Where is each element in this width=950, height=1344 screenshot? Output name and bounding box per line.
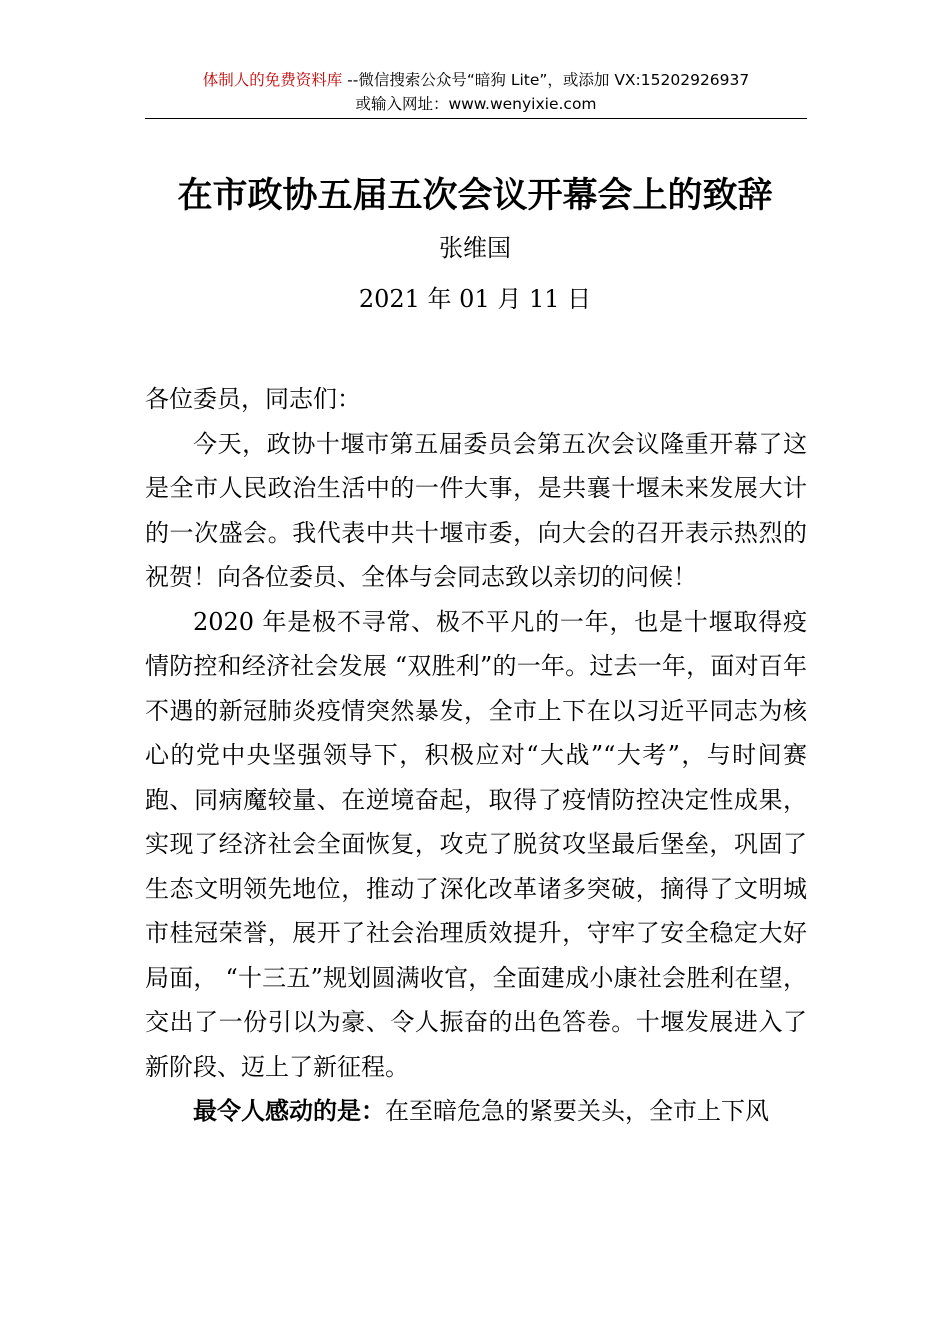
paragraph-moving — [145, 1089, 807, 1134]
header-contact: --微信搜索公众号“暗狗 Lite”，或添加 VX:15202926937 — [342, 71, 750, 89]
paragraph-lead: 最令人感动的是： — [193, 1096, 385, 1125]
paragraph-text: 在至暗危急的紧要关头，全市上下风 — [385, 1097, 769, 1125]
salutation: 各位委员，同志们： — [145, 385, 361, 413]
header-line-2: 或输入网址：www.wenyixie.com — [355, 95, 597, 113]
watermark-header — [145, 68, 807, 116]
paragraph-opening: 今天，政协十堰市第五届委员会第五次会议隆重开幕了这是全市人民政治生活中的一件大事，是共襄十堰未来发展大计的一次盛会。我代表中共十堰市委，向大会的召开表示热烈的祝贺！向各位委员、全体与会同志致以亲切的问候！ — [145, 429, 807, 591]
document-body — [145, 377, 807, 1134]
header-divider — [145, 118, 807, 119]
header-line-1 — [145, 68, 807, 92]
paragraph-review: 2020 年是极不寻常、极不平凡的一年，也是十堰取得疫情防控和经济社会发展 “双胜利”的一年。过去一年，面对百年不遇的新冠肺炎疫情突然暴发，全市上下在以习近平同志为核心的党中央坚强领导下，积极应对“大战”“大考”，与时间赛跑、同病魔较量、在逆境奋起，取得了疫情防控决定性成果，实现了经济社会全面恢复，攻克了脱贫攻坚最后堡垒，巩固了生态文明领先地位，推动了深化改革诸多突破，摘得了文明城市桂冠荣誉，展开了社会治理质效提升，守牢了安全稳定大好局面， “十三五”规划圆满收官，全面建成小康社会胜利在望，交出了一份引以为豪、令人振奋的出色答卷。十堰发展进入了新阶段、迈上了新征程。 — [145, 607, 807, 1081]
document-title: 在市政协五届五次会议开幕会上的致辞 — [177, 175, 773, 216]
document-author: 张维国 — [439, 234, 511, 262]
header-brand: 体制人的免费资料库 — [202, 71, 343, 89]
document-date: 2021 年 01 月 11 日 — [358, 285, 592, 313]
